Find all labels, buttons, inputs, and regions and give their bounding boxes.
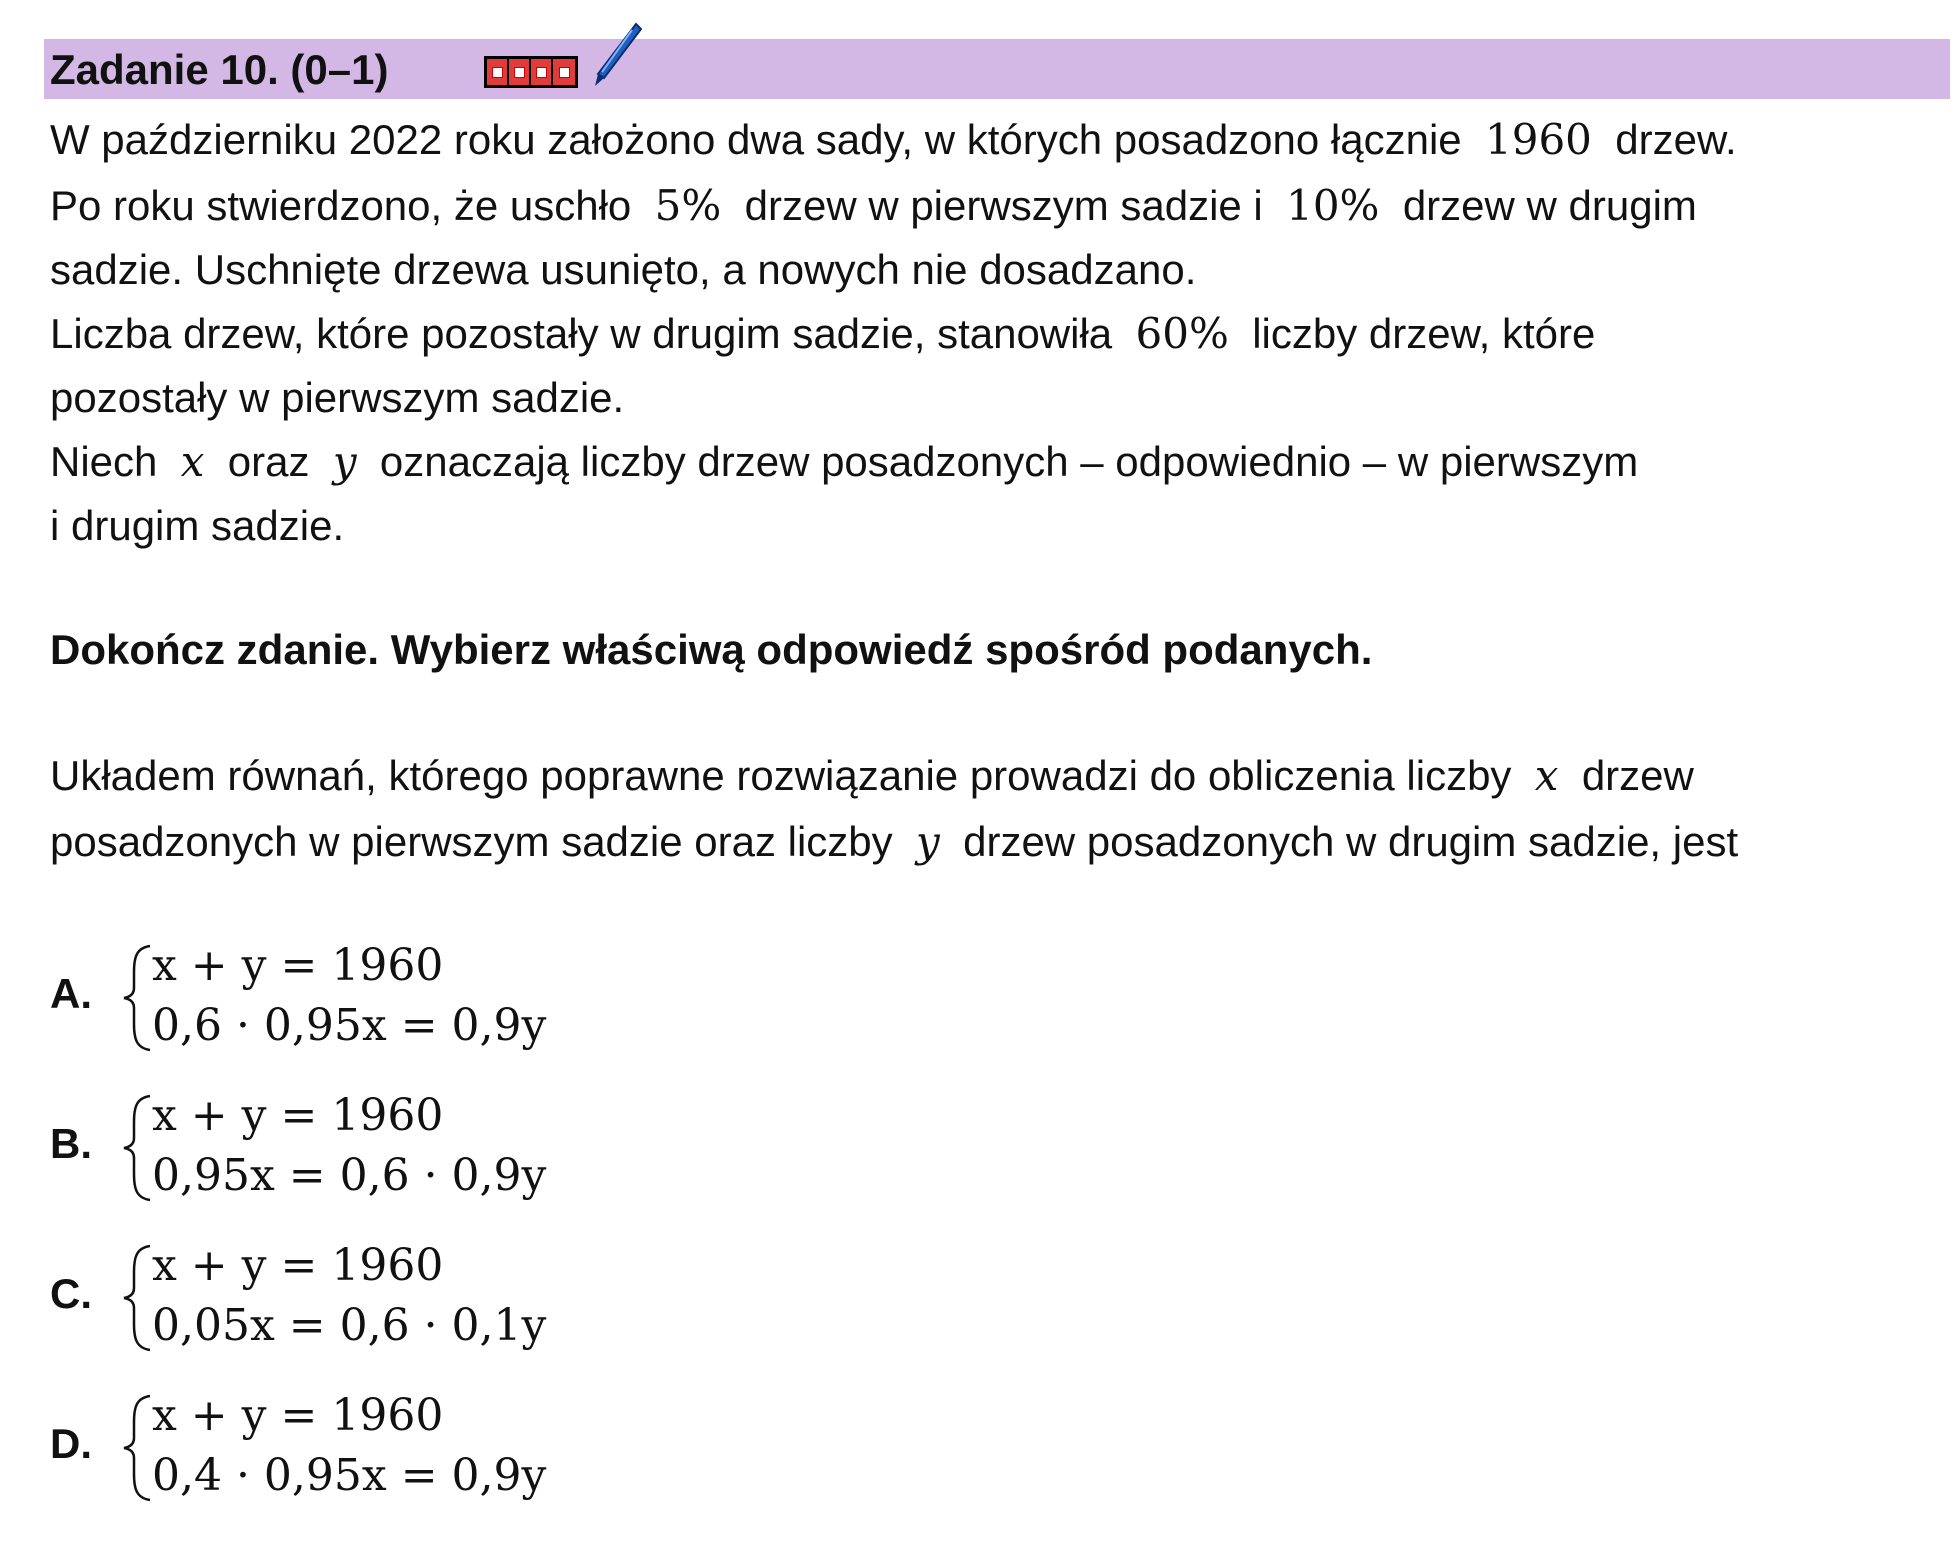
answer-label: A. xyxy=(50,970,92,1017)
left-brace-icon xyxy=(120,1242,154,1354)
math-number: 1960 xyxy=(1485,115,1592,164)
math-variable-y: y xyxy=(332,437,357,486)
math-variable-x: x xyxy=(180,437,205,486)
intro-line-5: pozostały w pierwszym sadzie. xyxy=(50,374,625,421)
intro-line-7: i drugim sadzie. xyxy=(50,502,345,549)
intro-line-4 xyxy=(50,302,1595,366)
equation-1: x + y = 1960 xyxy=(152,1090,444,1141)
math-percent: 60% xyxy=(1135,309,1229,358)
intro-text: liczby drzew, które xyxy=(1252,310,1596,357)
equation-2: 0,4 · 0,95x = 0,9y xyxy=(152,1450,547,1501)
answer-label: D. xyxy=(50,1420,92,1467)
score-boxes-icon xyxy=(484,56,578,88)
score-box xyxy=(509,59,531,85)
equation-2: 0,95x = 0,6 · 0,9y xyxy=(152,1150,547,1201)
intro-text: drzew w drugim xyxy=(1402,182,1697,229)
intro-line-1 xyxy=(50,108,1737,172)
pen-icon xyxy=(592,22,642,88)
intro-text: drzew. xyxy=(1615,116,1737,163)
question-line-2 xyxy=(50,810,1738,874)
score-box xyxy=(487,59,509,85)
question-text: drzew posadzonych w drugim sadzie, jest xyxy=(963,818,1739,865)
score-box xyxy=(553,59,575,85)
question-text: drzew xyxy=(1581,752,1694,799)
math-variable-x: x xyxy=(1534,751,1559,800)
intro-text: Po roku stwierdzono, że uschło xyxy=(50,182,632,229)
equation-2: 0,6 · 0,95x = 0,9y xyxy=(152,1000,547,1051)
score-box xyxy=(531,59,553,85)
question-text: posadzonych w pierwszym sadzie oraz liczby xyxy=(50,818,893,865)
math-percent: 10% xyxy=(1286,181,1380,230)
question-line-1 xyxy=(50,744,1694,808)
left-brace-icon xyxy=(120,942,154,1054)
intro-text: Liczba drzew, które pozostały w drugim sadzie, stanowiła xyxy=(50,310,1113,357)
answer-label: B. xyxy=(50,1120,92,1167)
answer-label: C. xyxy=(50,1270,92,1317)
instruction: Dokończ zdanie. Wybierz właściwą odpowiedź spośród podanych. xyxy=(50,626,1373,673)
math-variable-y: y xyxy=(916,817,940,866)
question-text: Układem równań, którego poprawne rozwiązanie prowadzi do obliczenia liczby xyxy=(50,752,1512,799)
intro-text: W październiku 2022 roku założono dwa sady, w których posadzono łącznie xyxy=(50,116,1462,163)
intro-line-2 xyxy=(50,174,1697,238)
intro-text: oraz xyxy=(227,438,310,485)
equation-1: x + y = 1960 xyxy=(152,940,444,991)
intro-text: Niech xyxy=(50,438,158,485)
intro-line-3: sadzie. Uschnięte drzewa usunięto, a nowych nie dosadzano. xyxy=(50,246,1197,293)
equation-1: x + y = 1960 xyxy=(152,1390,444,1441)
math-percent: 5% xyxy=(654,181,722,230)
intro-text: oznaczają liczby drzew posadzonych – odpowiednio – w pierwszym xyxy=(379,438,1639,485)
task-title: Zadanie 10. (0–1) xyxy=(50,46,389,93)
intro-line-6 xyxy=(50,430,1638,494)
equation-1: x + y = 1960 xyxy=(152,1240,444,1291)
equation-2: 0,05x = 0,6 · 0,1y xyxy=(152,1300,547,1351)
intro-text: drzew w pierwszym sadzie i xyxy=(744,182,1263,229)
left-brace-icon xyxy=(120,1092,154,1204)
left-brace-icon xyxy=(120,1392,154,1504)
